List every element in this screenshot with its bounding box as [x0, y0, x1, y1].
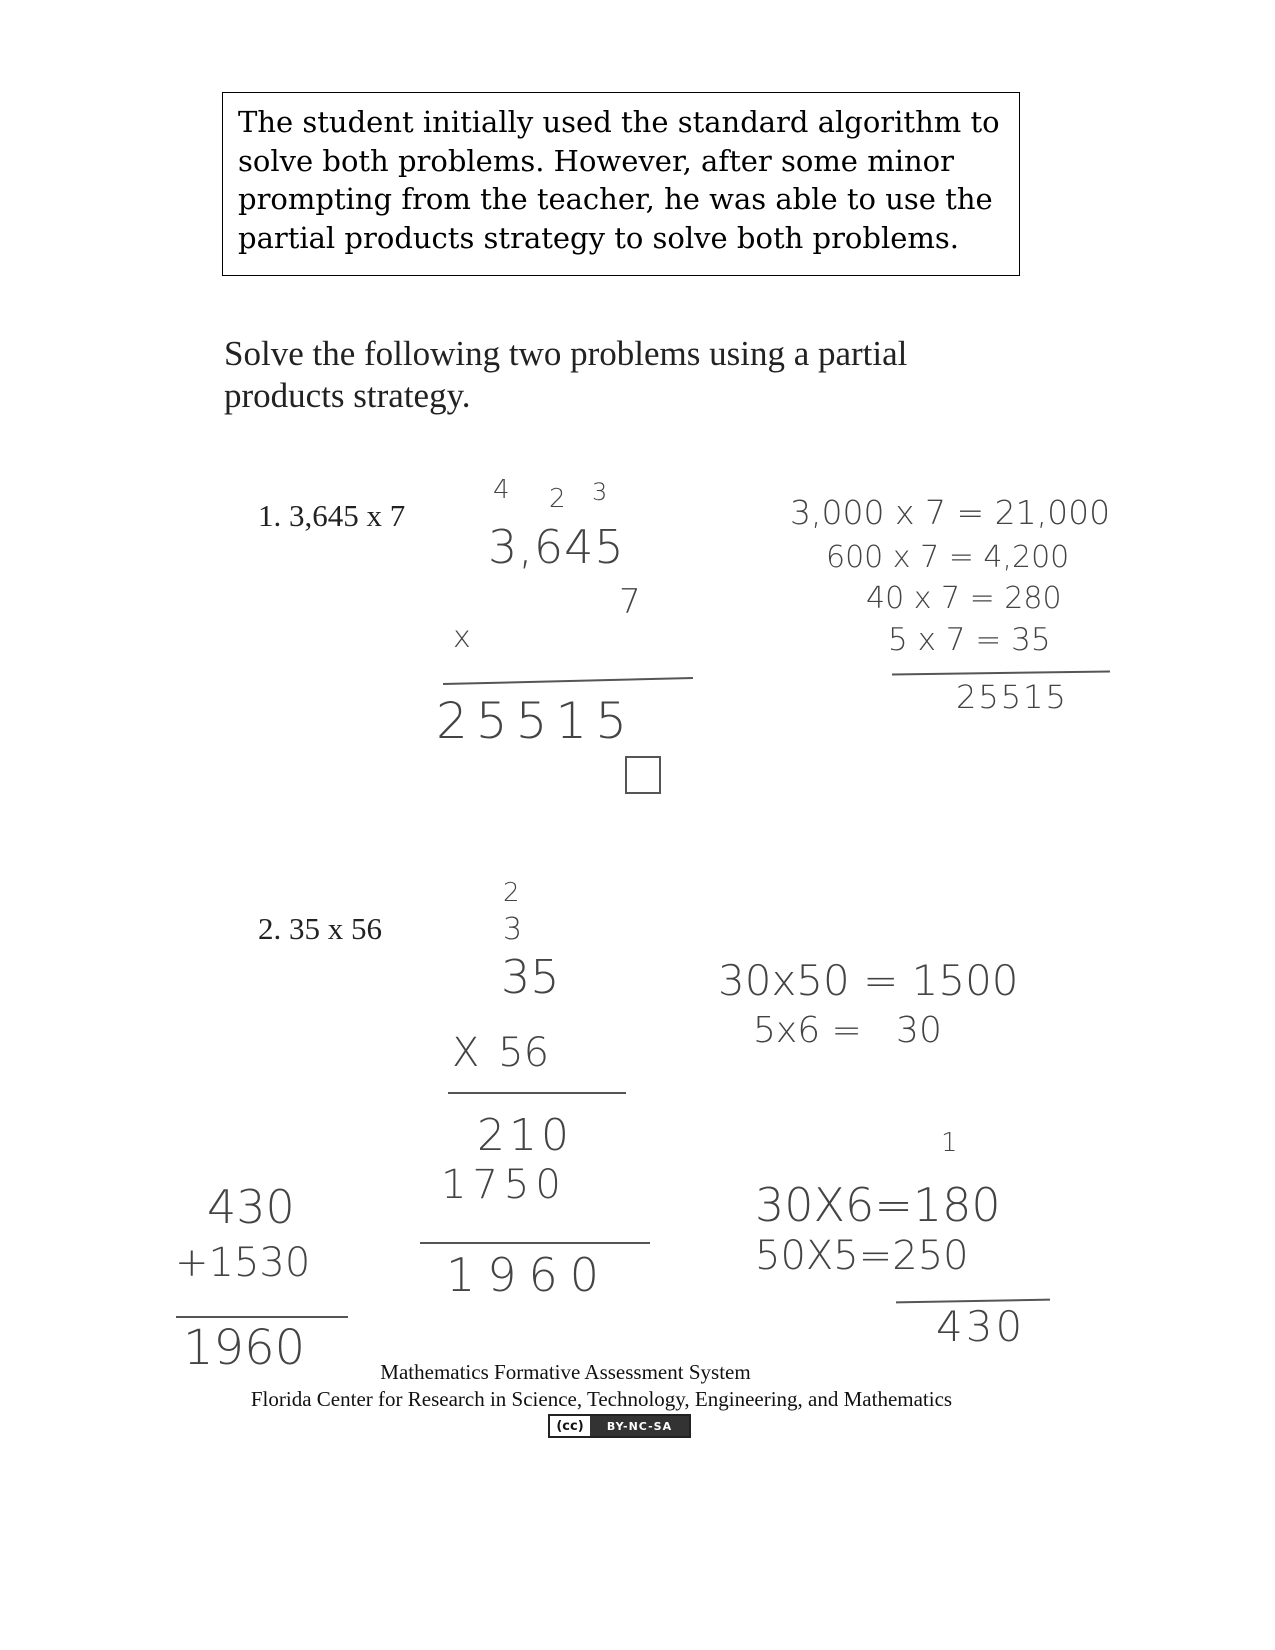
p2-partial-product: 5x6 = 30 [753, 1010, 942, 1051]
p2-partial-product: 50X5=250 [755, 1233, 969, 1279]
p2-partial-product: 30X6=180 [755, 1178, 1001, 1232]
teacher-note-box [222, 92, 1020, 276]
p2-partial-carry: 1 [941, 1128, 958, 1158]
p2-partial-product: 30x50 = 1500 [718, 956, 1019, 1005]
p1-partial-rule [892, 670, 1110, 675]
p1-partial-product: 600 x 7 = 4,200 [826, 540, 1070, 575]
p2-product: 1960 [446, 1248, 612, 1302]
problem-1-label: 1. 3,645 x 7 [258, 498, 406, 533]
teacher-note-line: partial products strategy to solve both problems. [238, 220, 959, 255]
p2-side-sum-addend: 430 [207, 1180, 295, 1234]
p2-carry-2: 2 [503, 878, 520, 908]
footer-center-name: Florida Center for Research in Science, Technology, Engineering, and Mathematics [250, 1387, 953, 1411]
p1-partial-product: 3,000 x 7 = 21,000 [790, 493, 1111, 532]
p1-product: 25515 [436, 692, 636, 750]
p1-times-sign: x [453, 620, 471, 655]
p2-side-sum-addend: +1530 [175, 1240, 311, 1286]
p1-carry-4: 4 [493, 475, 510, 505]
footer-system-name: Mathematics Formative Assessment System [380, 1360, 751, 1384]
teacher-note-line: prompting from the teacher, he was able to use the [238, 182, 993, 216]
p2-multiplicand: 35 [501, 950, 560, 1004]
p2-side-sum-total: 1960 [183, 1320, 306, 1376]
cc-icon: (cc) [556, 1418, 584, 1434]
p2-carry-3: 3 [503, 912, 523, 947]
p1-answer-box [625, 756, 661, 794]
teacher-note-line: solve both problems. However, after some minor [238, 143, 954, 178]
p2-row-2: 1750 [441, 1162, 567, 1208]
p1-partial-product: 5 x 7 = 35 [888, 622, 1051, 658]
p1-partial-total: 25515 [956, 678, 1068, 716]
p2-multiplier-rule [448, 1092, 626, 1094]
problem-2-label: 2. 35 x 56 [258, 911, 382, 946]
p2-product-rule [420, 1242, 650, 1244]
p1-multiplier: 7 [619, 582, 641, 622]
p2-side-sum-rule [176, 1316, 348, 1318]
license-badge [548, 1414, 691, 1438]
instructions [224, 333, 907, 417]
instructions-line: Solve the following two problems using a partial [224, 334, 908, 373]
p2-partial-subtotal: 430 [936, 1302, 1026, 1351]
p1-partial-product: 40 x 7 = 280 [866, 581, 1062, 616]
p1-multiplicand: 3,645 [488, 520, 625, 574]
p2-multiplier: X 56 [452, 1030, 550, 1076]
p1-product-rule [443, 677, 693, 685]
license-terms: BY-NC-SA [590, 1416, 689, 1436]
instructions-line: products strategy. [224, 376, 471, 415]
teacher-note-line: The student initially used the standard algorithm to [238, 105, 1000, 139]
p1-carry-2: 2 [549, 484, 566, 514]
p2-row-1: 210 [477, 1110, 573, 1161]
p1-carry-3: 3 [592, 478, 608, 506]
